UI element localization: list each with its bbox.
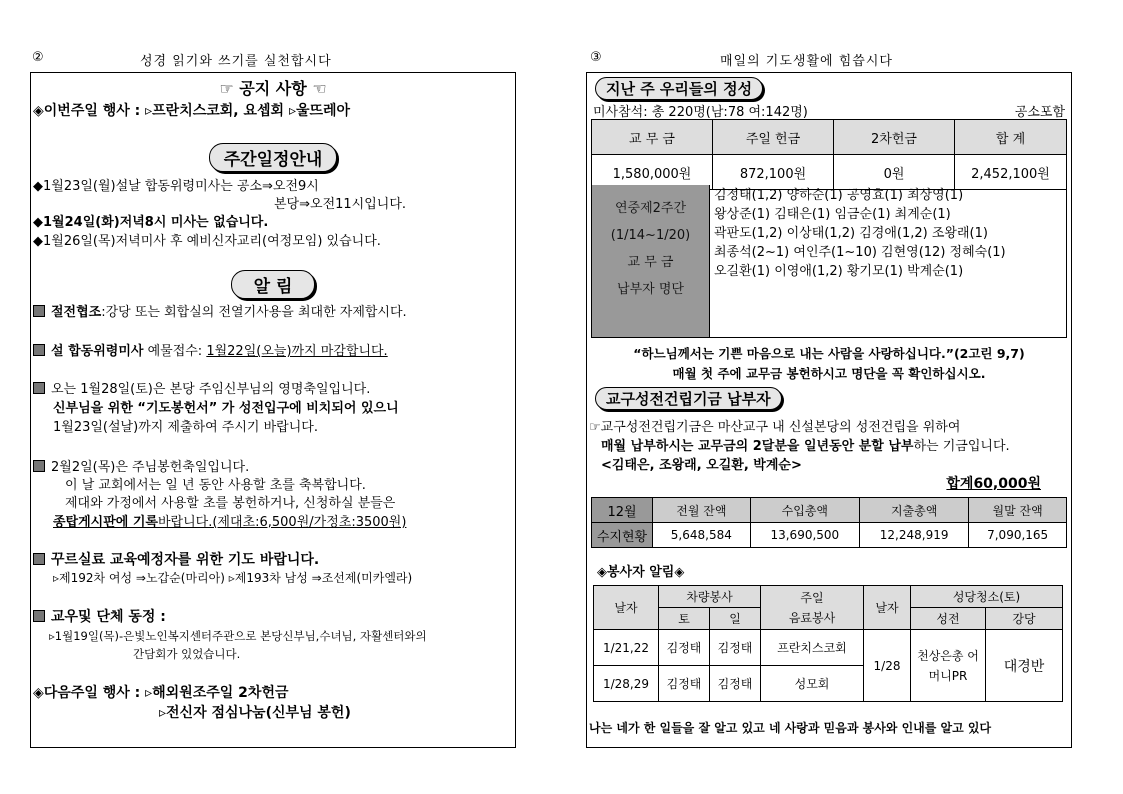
notice-line: ▹제192차 여성 ⇒노갑순(마리아) ▹제193차 남성 ⇒조선제(미카엘라) xyxy=(53,571,413,585)
verse-note: 매월 첫 주에 교무금 봉헌하시고 명단을 꼭 확인하십시오. xyxy=(672,366,986,381)
schedule-item: ◆1월24일(화)저녁8시 미사는 없습니다. xyxy=(33,215,269,230)
next-week-events: ◈다음주일 행사 : ▹해외원조주일 2차헌금 xyxy=(33,685,289,701)
notice-line: 제대와 가정에서 사용할 초를 봉헌하거나, 신청하실 분들은 xyxy=(65,496,396,511)
table-header: 일 xyxy=(710,608,761,630)
offering-table xyxy=(591,119,1067,190)
table-header: 차량봉사 xyxy=(659,586,761,608)
table-cell: 872,100원 xyxy=(713,155,834,190)
notice-item: 설 합동위령미사 예물접수: 1월22일(오늘)까지 마감합니다. xyxy=(33,340,388,359)
page-header: 매일의 기도생활에 힘씁시다 xyxy=(720,54,893,69)
attendance: 미사참석: 총 220명(남:78 여:142명) xyxy=(593,105,808,120)
page-header: 성경 읽기와 쓰기를 실천합시다 xyxy=(140,54,332,69)
table-header: 교 무 금 xyxy=(592,120,713,155)
table-header: 강당 xyxy=(986,608,1063,630)
table-header: 전월 잔액 xyxy=(653,498,751,523)
this-week-events: ◈이번주일 행사 : ▹프란치스코회, 요셉회 ▹울뜨레아 xyxy=(33,103,351,119)
schedule-item-cont: 본당⇒오전11시입니다. xyxy=(274,197,407,212)
service-heading: ◈봉사자 알림◈ xyxy=(597,565,685,580)
list-item: 오길환(1) 이영애(1,2) 황기모(1) 박계순(1) xyxy=(714,264,964,279)
offering-heading: 지난 주 우리들의 정성 xyxy=(595,77,763,100)
table-header: 날자 xyxy=(864,586,911,630)
payers-label: 연중제2주간 (1/14~1/20) 교 무 금 납부자 명단 xyxy=(592,185,710,337)
table-cell: 0원 xyxy=(834,155,955,190)
notice-item: 오는 1월28일(토)은 본당 주임신부님의 영명축일입니다. xyxy=(33,378,370,397)
page-number: ③ xyxy=(590,50,602,65)
notice-line: 종탑게시판에 기록바랍니다.(제대초:6,500원/가정초:3500원) xyxy=(53,515,407,530)
finance-table xyxy=(591,497,1067,548)
table-header: 성전 xyxy=(911,608,986,630)
notice-item: 꾸르실료 교육예정자를 위한 기도 바랍니다. xyxy=(33,549,319,569)
table-header: 합 계 xyxy=(955,120,1067,155)
payers-list xyxy=(714,186,1006,281)
notice-line: 1월23일(설날)까지 제출하여 주시기 바랍니다. xyxy=(53,420,318,435)
building-fund-total: 합계60,000원 xyxy=(946,476,1041,492)
table-header: 날자 xyxy=(594,586,659,630)
square-bullet-icon xyxy=(33,382,45,394)
table-cell: 5,648,584 xyxy=(653,523,751,548)
notice-title: ☞ 공지 사항 ☜ xyxy=(219,79,327,98)
attendance-note: 공소포함 xyxy=(1014,105,1065,120)
table-header: 성당청소(토) xyxy=(911,586,1063,608)
table-header: 주일 음료봉사 xyxy=(761,586,864,630)
square-bullet-icon xyxy=(33,553,45,565)
weekly-schedule-heading: 주간일정안내 xyxy=(209,143,338,172)
table-cell: 13,690,500 xyxy=(750,523,859,548)
finance-label: 수지현황 xyxy=(592,523,653,548)
table-row: 1/28,29 김정태 김정태 성모회 xyxy=(594,666,1063,702)
service-table xyxy=(593,585,1063,702)
list-item: 김정태(1,2) 양하순(1) 공영효(1) 최상영(1) xyxy=(714,188,964,203)
page-number: ② xyxy=(32,50,44,65)
list-item: 곽판도(1,2) 이상태(1,2) 김경애(1,2) 조왕래(1) xyxy=(714,226,988,241)
notice-item: 절전협조:강당 또는 회합실의 전열기사용을 최대한 자제합시다. xyxy=(33,301,407,320)
table-header: 주일 헌금 xyxy=(713,120,834,155)
building-fund-desc: ☞교구성전건립기금은 마산교구 내 신설본당의 성전건립을 위하여 xyxy=(589,420,961,435)
list-item: 왕상준(1) 김태은(1) 임금순(1) 최계순(1) xyxy=(714,207,951,222)
list-item: 최종석(2~1) 여인주(1~10) 김현영(12) 정혜숙(1) xyxy=(714,245,1006,260)
notice-line: 신부님을 위한 “기도봉헌서” 가 성전입구에 비치되어 있으니 xyxy=(53,401,399,416)
table-cell: 1,580,000원 xyxy=(592,155,713,190)
notice-line: 간담회가 있었습니다. xyxy=(133,647,241,661)
building-fund-heading: 교구성전건립기금 납부자 xyxy=(595,387,782,410)
square-bullet-icon xyxy=(33,460,45,472)
left-panel xyxy=(30,72,516,748)
next-week-events-cont: ▹전신자 점심나눔(신부님 봉헌) xyxy=(159,705,351,721)
schedule-item: ◆1월23일(월)설날 합동위령미사는 공소⇒오전9시 xyxy=(33,179,319,194)
square-bullet-icon xyxy=(33,610,45,622)
table-header: 수입총액 xyxy=(750,498,859,523)
finance-month: 12월 xyxy=(592,498,653,523)
building-fund-names: <김태은, 조왕래, 오길환, 박계순> xyxy=(601,458,802,473)
notice-line: 이 날 교회에서는 일 년 동안 사용할 초를 축복합니다. xyxy=(65,478,366,493)
table-header: 토 xyxy=(659,608,710,630)
table-row: 1/21,22 김정태 김정태 프란치스코회 1/28 천상은총 어머니PR 대경반 xyxy=(594,630,1063,666)
footer-verse: 나는 네가 한 일들을 잘 알고 있고 네 사랑과 믿음과 봉사와 인내를 알고 있다 xyxy=(589,721,992,735)
bible-verse: “하느님께서는 기쁜 마음으로 내는 사람을 사랑하십니다.”(2고린 9,7) xyxy=(633,346,1025,361)
table-header: 2차헌금 xyxy=(834,120,955,155)
square-bullet-icon xyxy=(33,305,45,317)
notice-item: 2월2일(목)은 주님봉헌축일입니다. xyxy=(33,456,249,475)
square-bullet-icon xyxy=(33,344,45,356)
table-cell: 7,090,165 xyxy=(969,523,1067,548)
notices-heading: 알 림 xyxy=(231,270,316,299)
building-fund-desc: 매월 납부하시는 교무금의 2달분을 일년동안 분할 납부하는 기금입니다. xyxy=(601,439,1010,454)
notice-line: ▹1월19일(목)-은빛노인복지센터주관으로 본당신부님,수녀님, 자활센터와의 xyxy=(49,629,427,643)
notice-item: 교우및 단체 동정 : xyxy=(33,606,166,626)
schedule-item: ◆1월26일(목)저녁미사 후 예비신자교리(여정모임) 있습니다. xyxy=(33,234,381,249)
table-cell: 2,452,100원 xyxy=(955,155,1067,190)
right-panel xyxy=(586,72,1072,748)
table-header: 지출총액 xyxy=(859,498,968,523)
payers-box xyxy=(591,185,1067,338)
table-header: 월말 잔액 xyxy=(969,498,1067,523)
table-cell: 12,248,919 xyxy=(859,523,968,548)
